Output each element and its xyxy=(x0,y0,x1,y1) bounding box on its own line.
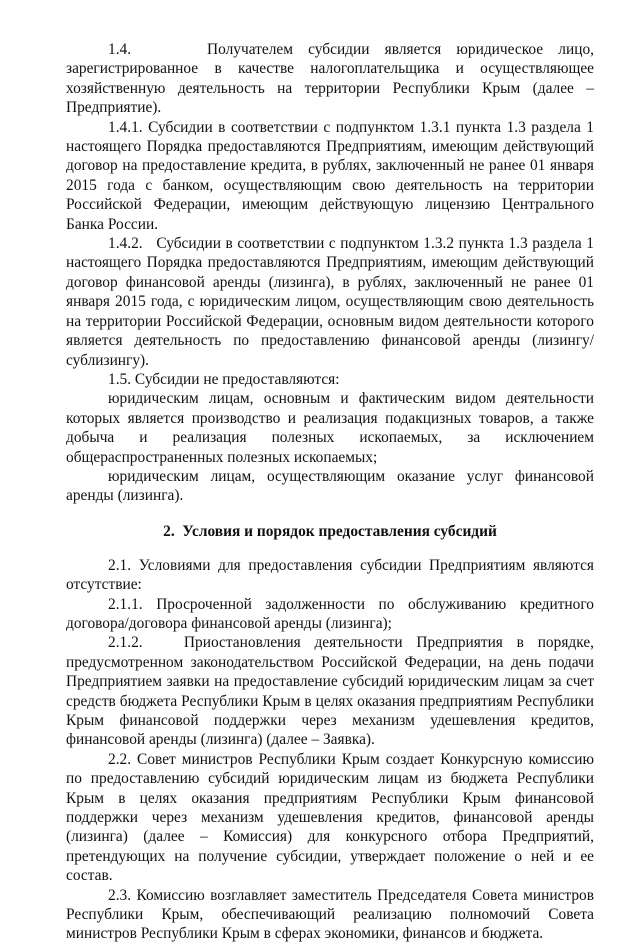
paragraph-2-1-1: 2.1.1. Просроченной задолженности по обслуживанию кредитного договора/договора финансовой аренды (лизинга); xyxy=(66,595,594,632)
paragraph-2-3: 2.3. Комиссию возглавляет заместитель Председателя Совета министров Республики Крым, обеспечивающий реализацию полномочий Совета министров Республики Крым в сферах экономики, финансов и бюджета. xyxy=(66,886,594,943)
paragraph-1-4: 1.4. Получателем субсидии является юридическое лицо, зарегистрированное в качестве налогоплательщика и осуществляющее хозяйственную деятельность на территории Республики Крым (далее – Предприятие). xyxy=(66,41,594,117)
paragraph-2-2: 2.2. Совет министров Республики Крым создает Конкурсную комиссию по предоставлению субсидий юридическим лицам из бюджета Республики Крым в целях оказания предприятиям Республики Крым финансовой поддержки через механизм удешевления кредитов, финансовой аренды (лизинга) (далее – Комиссия) для конкурсного отбора Предприятий, претендующих на получение субсидии, утверждает положение о ней и ее состав. xyxy=(66,750,594,885)
paragraph-1-4-1: 1.4.1. Субсидии в соответствии с подпунктом 1.3.1 пункта 1.3 раздела 1 настоящего Порядка предоставляются Предприятиям, имеющим действующий договор на предоставление кредита, в рублях, заключенный не ранее 01 января 2015 года с банком, осуществляющим свою деятельность на территории Российской Федерации, имеющим действующую лицензию Центрального Банка России. xyxy=(66,118,594,233)
paragraph-1-5-item-1: юридическим лицам, основным и фактическим видом деятельности которых является производство и реализация подакцизных товаров, а также добыча и реализация полезных ископаемых, за исключением общераспространенных полезных ископаемых; xyxy=(66,390,594,466)
paragraph-1-4-2: 1.4.2. Субсидии в соответствии с подпунктом 1.3.2 пункта 1.3 раздела 1 настоящего Порядка предоставляются Предприятиям, имеющим действующий договор финансовой аренды (лизинга), в рублях, заключенный не ранее 01 января 2015 года, с юридическим лицом, осуществляющим свою деятельность на территории Российской Федерации, основным видом деятельности которого является деятельность по предоставлению финансовой аренды (лизингу/сублизингу). xyxy=(66,235,594,369)
paragraph-2-1: 2.1. Условиями для предоставления субсидии Предприятиям являются отсутствие: xyxy=(66,556,594,594)
paragraph-2-1-2: 2.1.2. Приостановления деятельности Предприятия в порядке, предусмотренном законодательством Российской Федерации, на день подачи Предприятием заявки на предоставление субсидий юридическим лицам за счет средств бюджета Республики Крым в целях оказания предприятиям Республики Крым финансовой поддержки через механизм удешевления кредитов, финансовой аренды (лизинга) (далее – Заявка). xyxy=(66,634,594,749)
paragraph-1-5-item-2: юридическим лицам, осуществляющим оказание услуг финансовой аренды (лизинга). xyxy=(66,467,594,505)
paragraph-1-5: 1.5. Субсидии не предоставляются: xyxy=(108,370,340,388)
section-heading: 2. Условия и порядок предоставления субсидий xyxy=(163,522,497,540)
